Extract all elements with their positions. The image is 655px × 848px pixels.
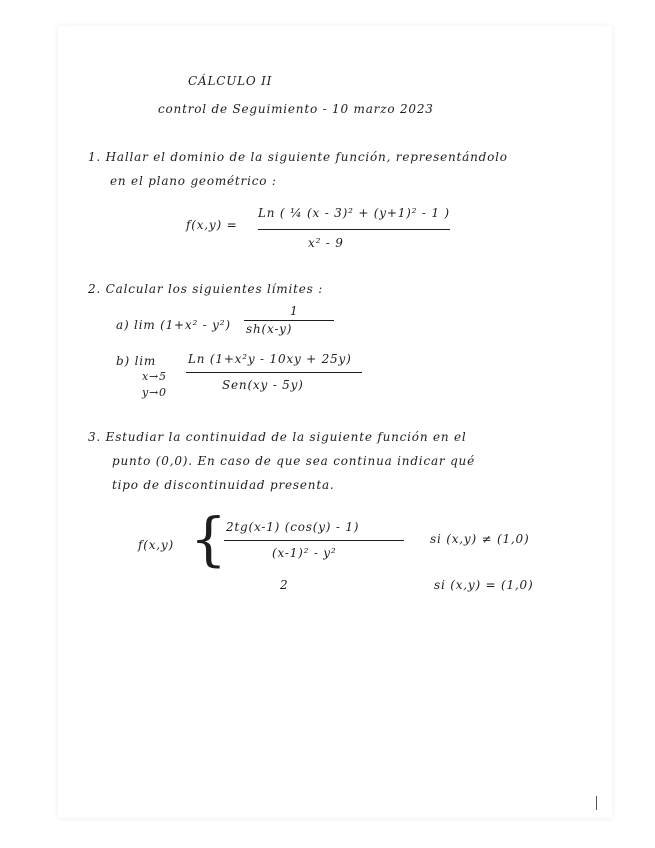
problem-1-numerator: Ln ( ¼ (x - 3)² + (y+1)² - 1 ) xyxy=(258,206,450,220)
problem-2a-exponent-bar xyxy=(244,320,334,321)
problem-2b-numerator: Ln (1+x²y - 10xy + 25y) xyxy=(188,352,352,366)
problem-1-fraction-bar xyxy=(258,229,450,230)
exam-title: CÁLCULO II xyxy=(188,74,273,88)
problem-3-case-2-condition: si (x,y) = (1,0) xyxy=(434,578,534,592)
problem-2b-limit-y-approach: y→0 xyxy=(142,386,167,399)
exam-subtitle: control de Seguimiento - 10 marzo 2023 xyxy=(158,102,434,116)
problem-1-function-lhs: f(x,y) = xyxy=(186,218,238,232)
problem-3-statement-line-1: 3. Estudiar la continuidad de la siguiente función en el xyxy=(88,430,467,444)
problem-3-function-lhs: f(x,y) xyxy=(138,538,174,552)
problem-3-case-1-condition: si (x,y) ≠ (1,0) xyxy=(430,532,530,546)
problem-2a-exponent-denominator: sh(x-y) xyxy=(246,322,293,336)
problem-3-case-1-denominator: (x-1)² - y² xyxy=(272,546,337,560)
problem-3-statement-line-3: tipo de discontinuidad presenta. xyxy=(112,478,335,492)
problem-3-case-2-value: 2 xyxy=(280,578,289,592)
problem-2a-exponent-numerator: 1 xyxy=(290,304,299,318)
problem-2-statement: 2. Calcular los siguientes límites : xyxy=(88,282,324,296)
problem-1-denominator: x² - 9 xyxy=(308,236,344,250)
problem-3-case-1-fraction-bar xyxy=(224,540,404,541)
problem-2b-limit-label: b) lim xyxy=(116,354,157,368)
piecewise-brace: { xyxy=(190,505,227,573)
problem-2b-limit-x-approach: x→5 xyxy=(142,370,167,383)
problem-3-case-1-numerator: 2tg(x-1) (cos(y) - 1) xyxy=(226,520,360,534)
problem-1-statement-line-2: en el plano geométrico : xyxy=(110,174,277,188)
problem-2b-denominator: Sen(xy - 5y) xyxy=(222,378,304,392)
problem-2b-fraction-bar xyxy=(186,372,362,373)
problem-2a-limit-base: a) lim (1+x² - y²) xyxy=(116,318,231,332)
problem-1-statement-line-1: 1. Hallar el dominio de la siguiente función, representándolo xyxy=(88,150,508,164)
exam-sheet xyxy=(58,26,612,818)
stray-pen-mark xyxy=(596,796,597,810)
problem-3-statement-line-2: punto (0,0). En caso de que sea continua indicar qué xyxy=(112,454,475,468)
